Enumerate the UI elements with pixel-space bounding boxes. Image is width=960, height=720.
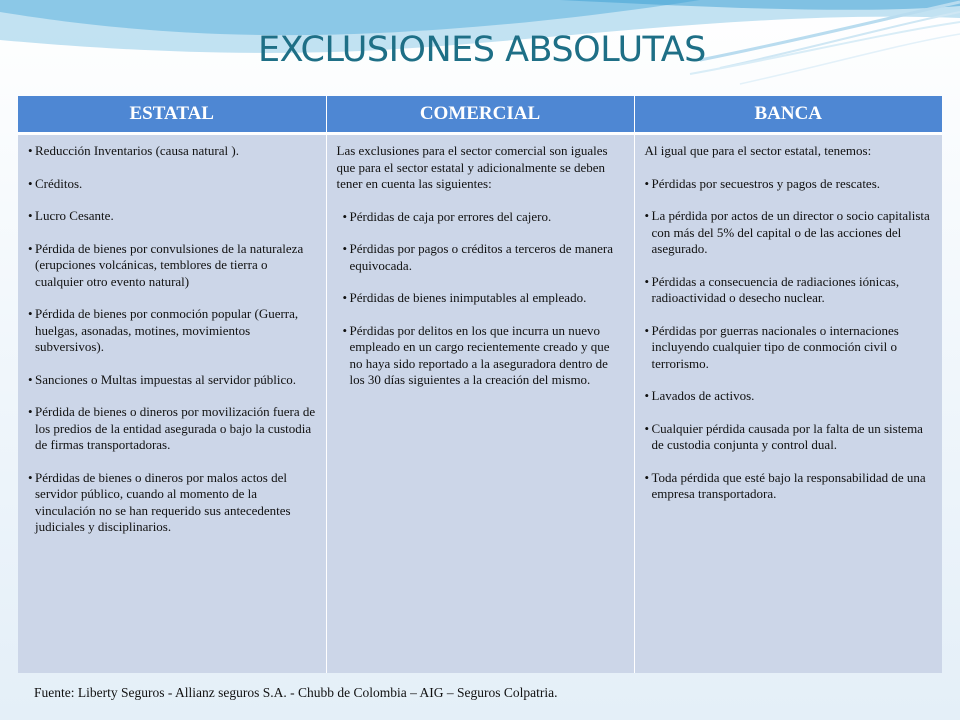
list-item: • Pérdidas de bienes inimputables al empleado. — [343, 290, 626, 307]
list-item: • Pérdida de bienes o dineros por movilización fuera de los predios de la entidad asegurada o bajo la custodia de firmas transportadoras. — [28, 404, 318, 454]
list-item: • La pérdida por actos de un director o socio capitalista con más del 5% del capital o de las acciones del asegurado. — [645, 208, 935, 258]
list-item: • Pérdidas por secuestros y pagos de rescates. — [645, 176, 935, 193]
list-item: • Pérdidas de bienes o dineros por malos actos del servidor público, cuando al momento de la vinculación no se han requerido sus antecedentes judiciales y disciplinarios. — [28, 470, 318, 536]
list-item: • Reducción Inventarios (causa natural ). — [28, 143, 318, 160]
exclusions-table — [18, 96, 942, 673]
banca-list — [645, 176, 935, 503]
comercial-cell — [326, 134, 634, 674]
estatal-list — [28, 143, 318, 536]
list-item: • Pérdidas de caja por errores del cajero. — [343, 209, 626, 226]
banca-intro: Al igual que para el sector estatal, tenemos: — [644, 143, 872, 158]
list-item: • Lavados de activos. — [645, 388, 935, 405]
list-item: • Pérdidas a consecuencia de radiaciones iónicas, radioactividad o desecho nuclear. — [645, 274, 935, 307]
comercial-intro: Las exclusiones para el sector comercial son iguales que para el sector estatal y adicionalmente se deben tener en cuenta las siguientes: — [336, 143, 608, 191]
list-item: • Sanciones o Multas impuestas al servidor público. — [28, 372, 318, 389]
list-item: • Pérdidas por delitos en los que incurra un nuevo empleado en un cargo recientemente creado y que no haya sido reportado a la aseguradora dentro de los 30 días siguientes a la creación del mismo. — [343, 323, 626, 389]
column-header-comercial: COMERCIAL — [326, 96, 634, 134]
list-item: • Pérdida de bienes por convulsiones de la naturaleza (erupciones volcánicas, temblores de tierra o cualquier otro evento natural) — [28, 241, 318, 291]
table-body-row — [18, 134, 942, 674]
list-item: • Toda pérdida que esté bajo la responsabilidad de una empresa transportadora. — [645, 470, 935, 503]
column-header-banca: BANCA — [634, 96, 942, 134]
estatal-cell — [18, 134, 326, 674]
banca-cell — [634, 134, 942, 674]
column-header-estatal: ESTATAL — [18, 96, 326, 134]
list-item: • Pérdidas por pagos o créditos a terceros de manera equivocada. — [343, 241, 626, 274]
page-title: EXCLUSIONES ABSOLUTAS — [258, 30, 706, 70]
list-item: • Cualquier pérdida causada por la falta de un sistema de custodia conjunta y control dual. — [645, 421, 935, 454]
source-note: Fuente: Liberty Seguros - Allianz seguros S.A. - Chubb de Colombia – AIG – Seguros Colpatria. — [34, 685, 558, 700]
table-header-row — [18, 96, 942, 134]
list-item: • Lucro Cesante. — [28, 208, 318, 225]
list-item: • Pérdidas por guerras nacionales o internaciones incluyendo cualquier tipo de conmoción civil o terrorismo. — [645, 323, 935, 373]
list-item: • Créditos. — [28, 176, 318, 193]
list-item: • Pérdida de bienes por conmoción popular (Guerra, huelgas, asonadas, motines, movimientos subversivos). — [28, 306, 318, 356]
comercial-list — [337, 209, 626, 389]
